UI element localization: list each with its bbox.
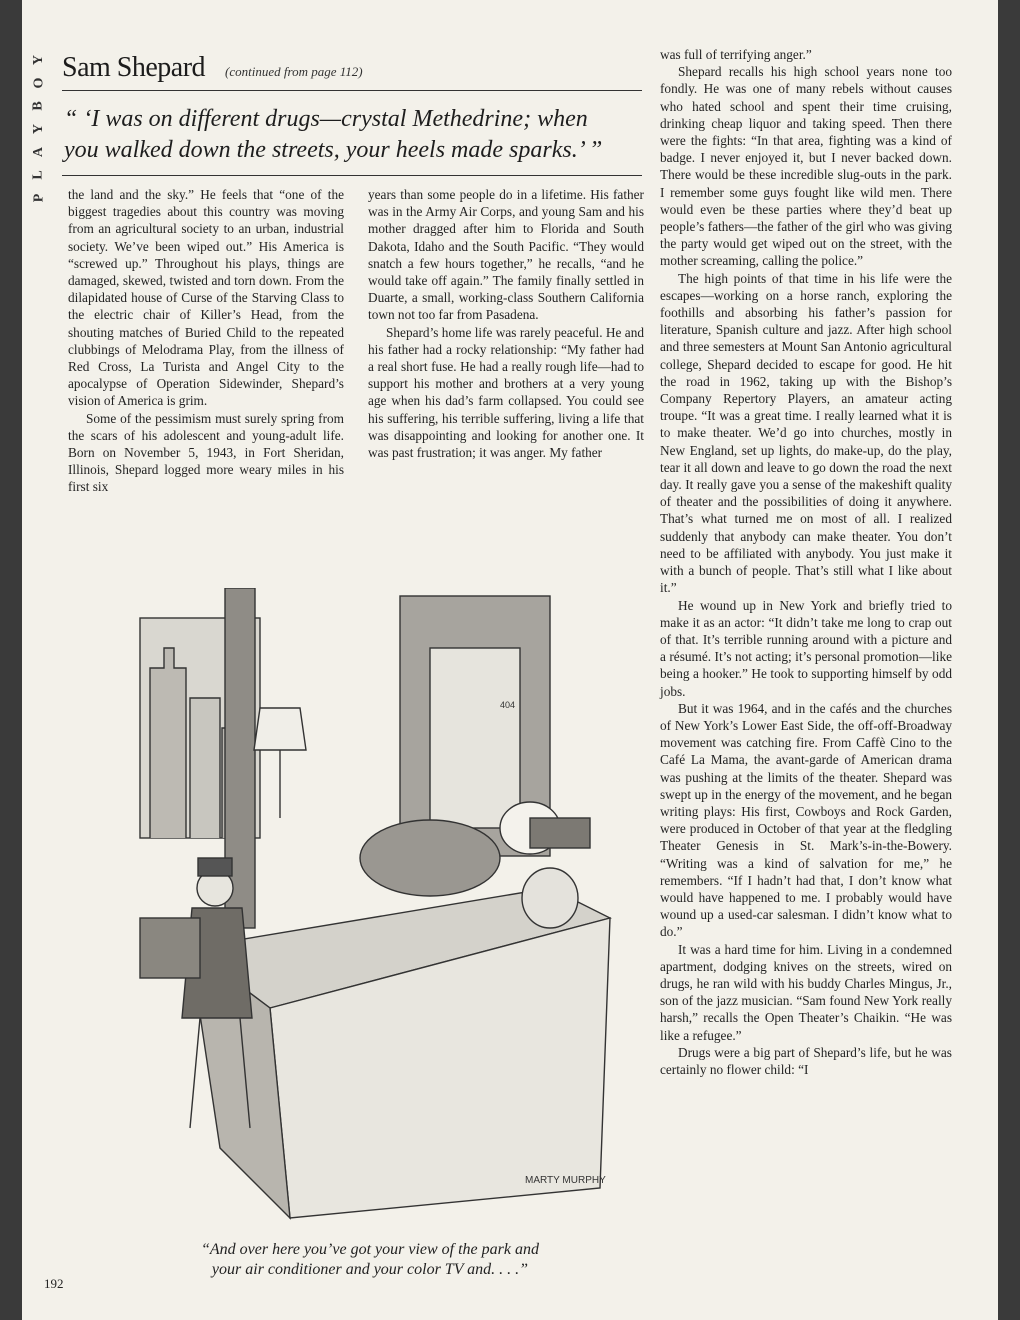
magazine-letter: L <box>31 170 46 180</box>
pull-quote-line: you walked down the streets, your heels made sparks.’ ” <box>64 137 603 163</box>
magazine-letter: Y <box>31 54 46 66</box>
header-rule <box>62 90 642 91</box>
cartoonist-signature: MARTY MURPHY <box>525 1175 606 1186</box>
paragraph: Shepard recalls his high school years none too fondly. He was one of many rebels without causes who hated school and spent their time cruising, drinking cheap liquor and taking speed. Then there were the fights: “In that area, fighting was a kind of badge. I never enjoyed it, but I never backed down. There would be these incredible slug-outs in the park. I remember some guys fought like wild men. There would even be these parties where they’d beat up people’s fathers—the father of the girl who was giving the party would get wiped out on the street, with the mother screaming, calling the police.” <box>660 64 952 269</box>
cartoon-caption <box>150 1240 590 1280</box>
pull-quote <box>64 104 654 166</box>
article-title: Sam Shepard <box>62 52 206 83</box>
magazine-letter: P <box>31 193 46 203</box>
paragraph: the land and the sky.” He feels that “one of the biggest tragedies about this country was moving from an agricultural society to an urban, industrial society. We’ve been wiped out.” His America is “screwed up.” Throughout his plays, things are damaged, skewed, twisted and torn down. From the dilapidated house of Curse of the Starving Class to the electric chair of Killer’s Head, from the shouting matches of Buried Child to the repeated clubbings of Melodrama Play, from the illness of Red Cross, La Turista and Angel City to the apocalypse of Operation Sidewinder, Shepard’s vision of America is grim. <box>68 187 344 409</box>
caption-line: “And over here you’ve got your view of the park and <box>201 1241 539 1258</box>
text-column-3 <box>660 46 952 1078</box>
paragraph: years than some people do in a lifetime. His father was in the Army Air Corps, and young Sam and his mother dragged after him to Florida and South Dakota, Idaho and the South Pacific. “They would snatch a few hours together,” he recalls, “and he would take off again.” The family finally settled in Duarte, a small, working-class Southern California town not too far from Pasadena. <box>368 187 644 323</box>
paragraph: It was a hard time for him. Living in a condemned apartment, dodging knives on the streets, wired on drugs, he ran wild with his buddy Charles Mingus, Jr., son of the jazz musician. “Sam found New York really harsh,” recalls the Open Theater’s Chaikin. “He was like a refugee.” <box>660 941 952 1043</box>
magazine-letter: O <box>30 77 46 89</box>
page-number: 192 <box>44 1276 64 1291</box>
paragraph: Shepard’s home life was rarely peaceful. He and his father had a rocky relationship: “My father had a real short fuse. He had a really rough life—had to support his mother and brothers at a very young age when his dad’s farm collapsed. You could see his suffering, his terrible suffering, living a life that was disappointing and looking for another one. It was past frustration; it was anger. My father <box>368 324 644 461</box>
door-number: 404 <box>500 700 516 710</box>
caption-line: your air conditioner and your color TV and. . . .” <box>211 1261 529 1278</box>
paragraph: Some of the pessimism must surely spring from the scars of his adolescent and young-adult life. Born on November 5, 1943, in Fort Sheridan, Illinois, Shepard logged more weary miles in his first six <box>68 410 344 495</box>
magazine-letter: A <box>31 146 46 158</box>
text-column-1 <box>68 186 344 496</box>
pull-quote-line: “ ‘I was on different drugs—crystal Methedrine; when <box>64 106 588 132</box>
pull-quote-rule <box>62 175 642 176</box>
paragraph: The high points of that time in his life were the escapes—working on a horse ranch, exploring the foothills and absorbing his father’s passion for literature, Spanish culture and jazz. After high school and three semesters at Mount San Antonio agricultural college, Shepard decided to escape for good. He hit the road in 1962, taking up with the Bishop’s Company Repertory Players, an amateur acting troupe. “It was a great time. I really learned what it is to make theater. We’d go into churches, mostly in New England, set up lights, do make-up, do the play, tear it all down and leave to go down the road the next day. It really gave you a sense of the makeshift quality of theater and the possibilities of doing it anywhere. That’s what turned me on most of all. I realized suddenly that anybody can make theater. You don’t need to be affiliated with anybody. You just make it with a bunch of people. That’s still what I like about it.” <box>660 270 952 596</box>
continued-note: (continued from page 112) <box>225 64 363 79</box>
paragraph: But it was 1964, and in the cafés and the churches of New York’s Lower East Side, the off-off-Broadway movement was catching fire. From Caffè Cino to the Café La Mama, the avant-garde of American drama was pushing at the limits of the theater. Shepard was swept up in the energy of the movement, and he began writing plays: His first, Cowboys and Rock Garden, were produced in October of that year at the fledgling Theater Genesis in St. Mark’s-in-the-Bowery. “Writing was a kind of salvation for me,” he remembers. “If I hadn’t had that, I don’t know what would have happened to me. I probably would have wound up a used-car salesman. I didn’t know what to do.” <box>660 700 952 940</box>
paragraph: Drugs were a big part of Shepard’s life, but he was certainly no flower child: “I <box>660 1044 952 1077</box>
article-header <box>62 52 642 84</box>
text-column-2 <box>368 186 644 461</box>
magazine-letter: Y <box>31 123 46 135</box>
magazine-name-vertical <box>28 52 50 206</box>
magazine-letter: B <box>31 101 46 111</box>
cartoon-illustration <box>130 588 630 1228</box>
paragraph: He wound up in New York and briefly tried to make it as an actor: “It didn’t take me long to crap out of that. It’s terrible running around with a picture and a résumé. It’s not acting; it’s personal promotion—like being a hooker.” He took to supporting himself by odd jobs. <box>660 597 952 699</box>
magazine-page <box>22 0 998 1320</box>
paragraph: was full of terrifying anger.” <box>660 47 812 62</box>
